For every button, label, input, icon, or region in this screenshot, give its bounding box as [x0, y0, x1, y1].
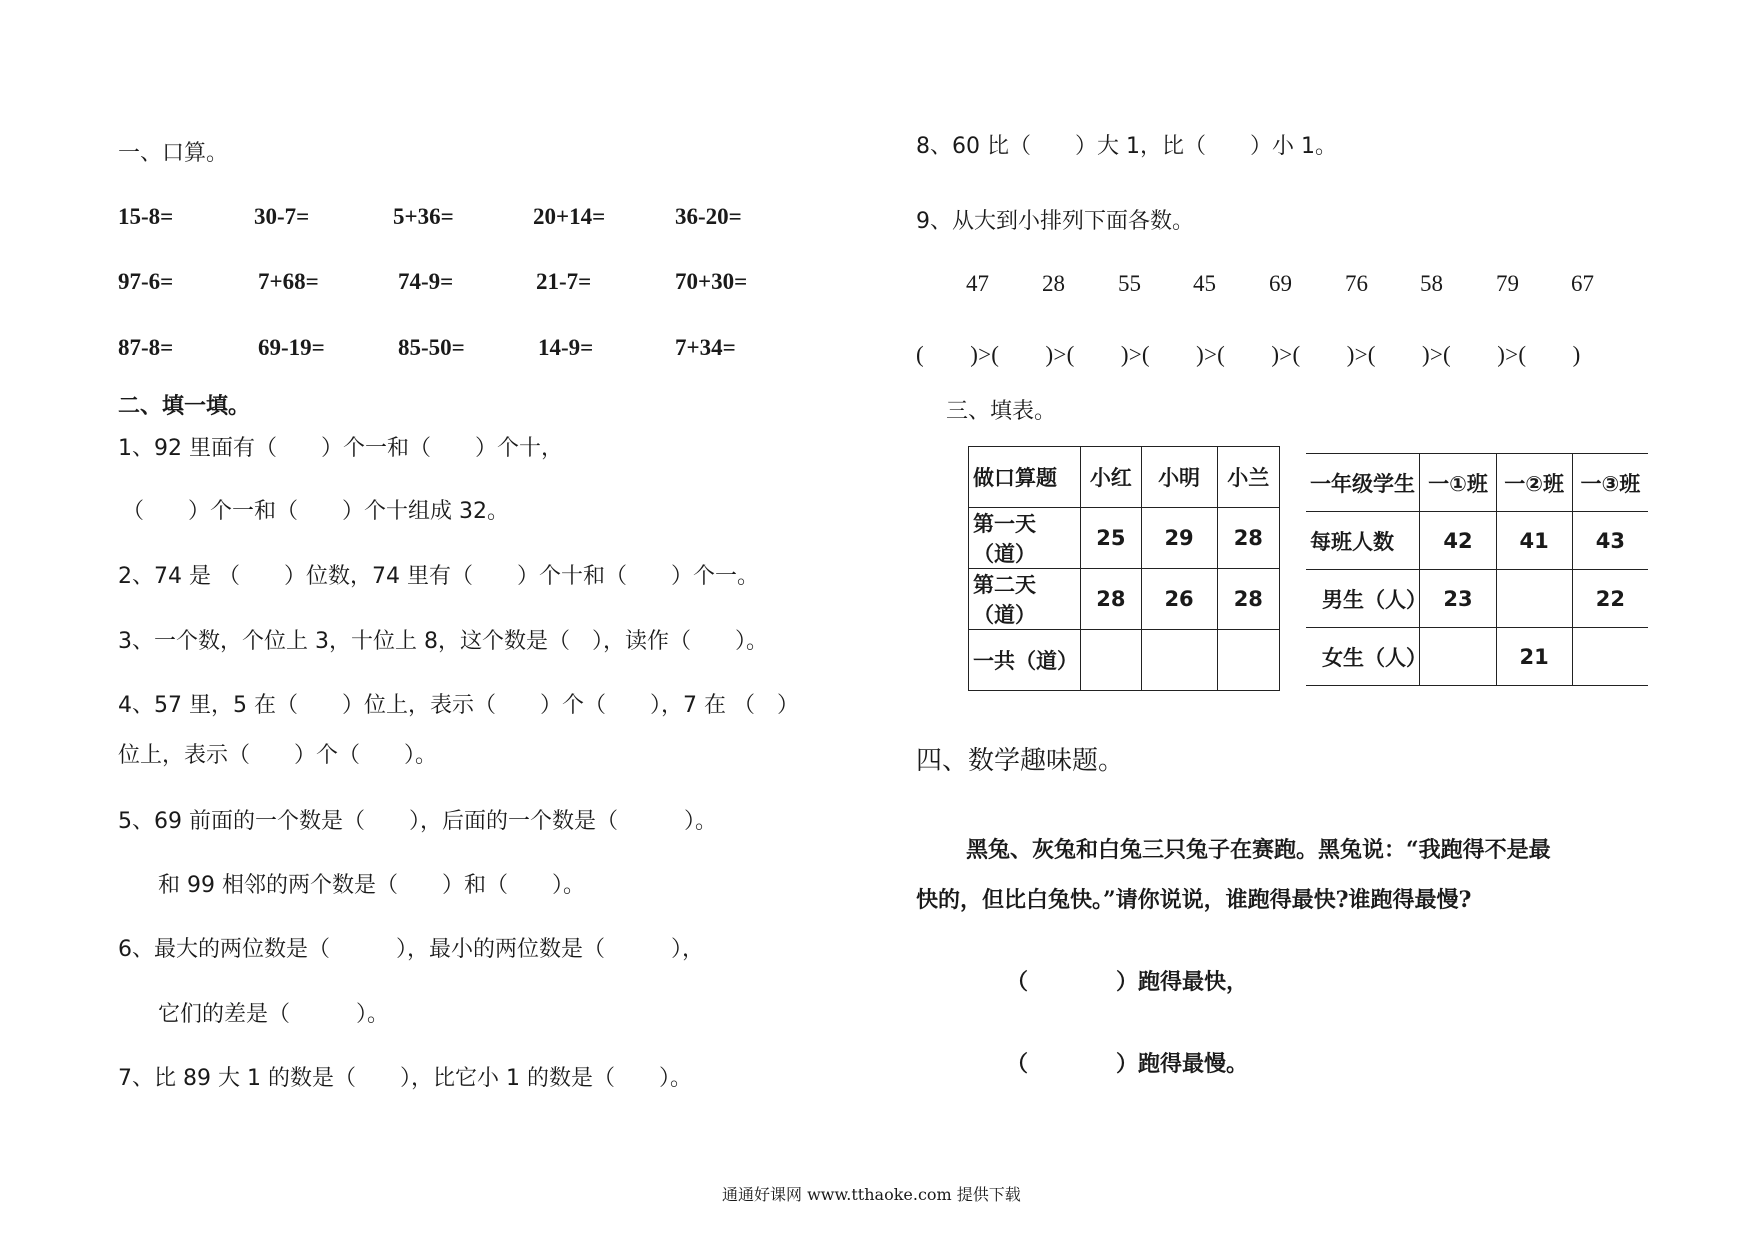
- table-header-cell: 一①班: [1420, 454, 1496, 512]
- question-4-line-2: 位上，表示（ ）个（ ）。: [118, 743, 438, 768]
- question-5-line-1: 5、69 前面的一个数是（ ），后面的一个数是（ ）。: [118, 809, 717, 834]
- question-1-line-1: 1、92 里面有（ ）个一和（ ）个十，: [118, 436, 563, 461]
- footer-credit: 通通好课网 www.tthaoke.com 提供下载: [722, 1185, 1021, 1204]
- table-cell[interactable]: [1081, 630, 1141, 691]
- oral-item: 87-8=: [118, 335, 174, 360]
- number-item: 69: [1269, 271, 1292, 296]
- number-item: 45: [1193, 271, 1216, 296]
- table-cell: 43: [1572, 512, 1648, 570]
- question-1-line-2: （ ）个一和（ ）个十组成 32。: [122, 499, 509, 524]
- oral-item: 21-7=: [536, 269, 592, 294]
- oral-item: 97-6=: [118, 269, 174, 294]
- number-item: 55: [1118, 271, 1141, 296]
- question-2: 2、74 是 （ ）位数，74 里有（ ）个十和（ ）个一。: [118, 564, 759, 589]
- table-row-label: 男生（人）: [1306, 570, 1420, 628]
- table-header-cell: 一②班: [1496, 454, 1572, 512]
- number-item: 58: [1420, 271, 1443, 296]
- number-item: 47: [966, 271, 989, 296]
- section-4-title: 四、数学趣味题。: [916, 746, 1125, 776]
- section-3-title: 三、填表。: [946, 399, 1057, 424]
- answer-fastest: （ ）跑得最快，: [1006, 969, 1249, 995]
- section-2-title: 二、填一填。: [118, 394, 251, 419]
- oral-item: 5+36=: [393, 204, 454, 229]
- table-cell: 28: [1081, 569, 1141, 630]
- table-header-cell: 做口算题: [969, 447, 1081, 508]
- question-3: 3、一个数，个位上 3，十位上 8，这个数是（ ），读作（ ）。: [118, 629, 768, 654]
- class-students-table: [1306, 453, 1648, 686]
- table-header-cell: 一③班: [1572, 454, 1648, 512]
- table-cell: 41: [1496, 512, 1572, 570]
- table-row: [1306, 570, 1648, 628]
- table-row-label: 第二天（道）: [969, 569, 1081, 630]
- oral-item: 20+14=: [533, 204, 606, 229]
- oral-item: 30-7=: [254, 204, 310, 229]
- oral-item: 36-20=: [675, 204, 742, 229]
- oral-item: 7+68=: [258, 269, 319, 294]
- oral-item: 14-9=: [538, 335, 594, 360]
- question-9: 9、从大到小排列下面各数。: [916, 209, 1194, 234]
- table-row: [1306, 628, 1648, 686]
- table-cell: 22: [1572, 570, 1648, 628]
- table-row: [969, 630, 1280, 691]
- table-row: [1306, 512, 1648, 570]
- table-cell: 28: [1217, 569, 1279, 630]
- table-cell: 28: [1217, 508, 1279, 569]
- table-row-label: 女生（人）: [1306, 628, 1420, 686]
- table-cell: 26: [1141, 569, 1217, 630]
- table-row-label: 第一天（道）: [969, 508, 1081, 569]
- section-1-title: 一、口算。: [118, 141, 229, 166]
- question-8: 8、60 比（ ）大 1，比（ ）小 1。: [916, 134, 1337, 159]
- question-6-line-2: 它们的差是（ ）。: [158, 1002, 390, 1027]
- question-6-line-1: 6、最大的两位数是（ ），最小的两位数是（ ），: [118, 937, 704, 962]
- number-item: 67: [1571, 271, 1594, 296]
- oral-item: 85-50=: [398, 335, 465, 360]
- number-item: 28: [1042, 271, 1065, 296]
- oral-item: 7+34=: [675, 335, 736, 360]
- table-row: [969, 569, 1280, 630]
- table-cell: 29: [1141, 508, 1217, 569]
- table-row-label: 每班人数: [1306, 512, 1420, 570]
- ordering-blanks: ( )>( )>( )>( )>( )>( )>( )>( )>( ): [916, 342, 1581, 367]
- oral-item: 70+30=: [675, 269, 748, 294]
- oral-item: 74-9=: [398, 269, 454, 294]
- table-cell: 21: [1496, 628, 1572, 686]
- oral-practice-table: [968, 446, 1280, 691]
- table-cell[interactable]: [1420, 628, 1496, 686]
- table-row: [969, 508, 1280, 569]
- answer-slowest: （ ）跑得最慢。: [1006, 1051, 1249, 1077]
- table-row-label: 一共（道）: [969, 630, 1081, 691]
- question-5-line-2: 和 99 相邻的两个数是（ ）和（ ）。: [158, 873, 585, 898]
- number-item: 76: [1345, 271, 1368, 296]
- table-header-cell: 一年级学生: [1306, 454, 1420, 512]
- table-cell[interactable]: [1217, 630, 1279, 691]
- table-header-cell: 小红: [1081, 447, 1141, 508]
- table-cell: 42: [1420, 512, 1496, 570]
- question-4-line-1: 4、57 里，5 在（ ）位上，表示（ ）个（ ），7 在 （ ）: [118, 693, 799, 718]
- number-item: 79: [1496, 271, 1519, 296]
- oral-item: 69-19=: [258, 335, 325, 360]
- fun-question-line-1: 黑兔、灰兔和白兔三只兔子在赛跑。黑兔说：“我跑得不是最: [966, 837, 1551, 863]
- fun-question-line-2: 快的，但比白兔快。”请你说说，谁跑得最快?谁跑得最慢?: [916, 887, 1472, 913]
- table-cell[interactable]: [1572, 628, 1648, 686]
- table-header-cell: 小兰: [1217, 447, 1279, 508]
- table-header-cell: 小明: [1141, 447, 1217, 508]
- table-cell[interactable]: [1496, 570, 1572, 628]
- question-7: 7、比 89 大 1 的数是（ ），比它小 1 的数是（ ）。: [118, 1066, 692, 1091]
- table-cell[interactable]: [1141, 630, 1217, 691]
- table-cell: 25: [1081, 508, 1141, 569]
- table-cell: 23: [1420, 570, 1496, 628]
- oral-item: 15-8=: [118, 204, 174, 229]
